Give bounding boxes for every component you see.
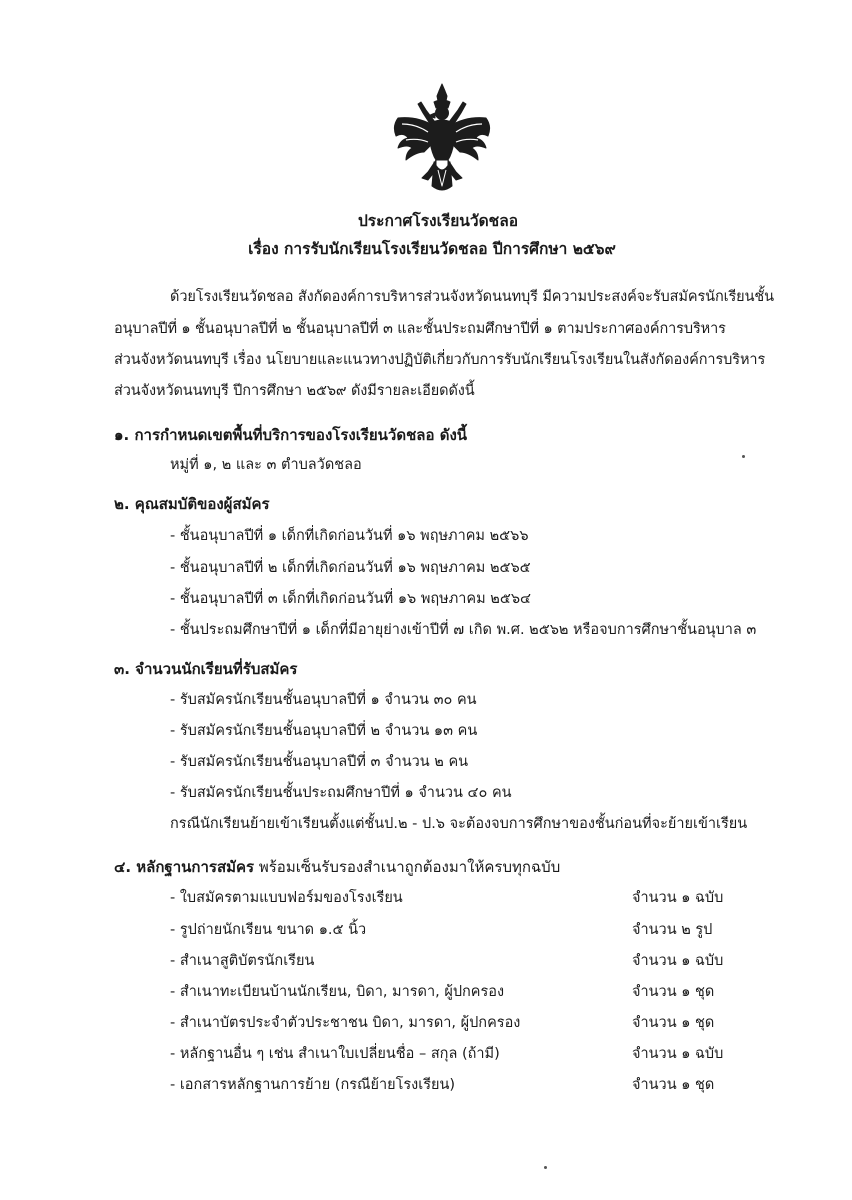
document-item-qty: จำนวน ๑ ฉบับ	[632, 953, 724, 969]
section-title	[114, 855, 560, 879]
list-item: - รับสมัครนักเรียนชั้นอนุบาลปีที่ ๒ จำนวน ๑๓ คน	[170, 723, 478, 739]
section-title: ๒. คุณสมบัติของผู้สมัคร	[114, 495, 270, 513]
announcement-title: ประกาศโรงเรียนวัดชลอ	[357, 212, 519, 230]
list-item: - รับสมัครนักเรียนชั้นอนุบาลปีที่ ๓ จำนวน ๒ คน	[170, 754, 469, 770]
document-item-qty: จำนวน ๑ ชุด	[632, 984, 715, 1000]
announcement-subject: เรื่อง การรับนักเรียนโรงเรียนวัดชลอ ปีการศึกษา ๒๕๖๙	[248, 240, 616, 258]
intro-line: อนุบาลปีที่ ๑ ชั้นอนุบาลปีที่ ๒ ชั้นอนุบาลปีที่ ๓ และชั้นประถมศึกษาปีที่ ๑ ตามประกาศองค์การบริหาร	[114, 321, 726, 337]
document-item-label: - ใบสมัครตามแบบฟอร์มของโรงเรียน	[170, 890, 403, 906]
intro-line: ด้วยโรงเรียนวัดชลอ สังกัดองค์การบริหารส่วนจังหวัดนนทบุรี มีความประสงค์จะรับสมัครนักเรียนชั้น	[170, 289, 774, 305]
section-title-rest: พร้อมเซ็นรับรองสำเนาถูกต้องมาให้ครบทุกฉบับ	[254, 858, 561, 876]
section-title: ๓. จำนวนนักเรียนที่รับสมัคร	[114, 660, 298, 678]
list-item: - ชั้นประถมศึกษาปีที่ ๑ เด็กที่มีอายุย่างเข้าปีที่ ๗ เกิด พ.ศ. ๒๕๖๒ หรือจบการศึกษาชั้นอนุบาล ๓	[170, 622, 757, 638]
scan-speck	[742, 455, 745, 458]
document-item-qty: จำนวน ๑ ฉบับ	[632, 1046, 724, 1062]
document-item-label: - หลักฐานอื่น ๆ เช่น สำเนาใบเปลี่ยนชื่อ – สกุล (ถ้ามี)	[170, 1046, 500, 1062]
document-item-label: - รูปถ่ายนักเรียน ขนาด ๑.๕ นิ้ว	[170, 922, 367, 938]
service-area-text: หมู่ที่ ๑, ๒ และ ๓ ตำบลวัดชลอ	[170, 457, 362, 473]
section-title: ๑. การกำหนดเขตพื้นที่บริการของโรงเรียนวัดชลอ ดังนี้	[114, 426, 468, 444]
intro-line: ส่วนจังหวัดนนทบุรี เรื่อง นโยบายและแนวทางปฏิบัติเกี่ยวกับการรับนักเรียนโรงเรียนในสังกัดองค์การบริหาร	[114, 352, 766, 368]
document-item-label: - สำเนาบัตรประจำตัวประชาชน บิดา, มารดา, ผู้ปกครอง	[170, 1015, 521, 1031]
scan-speck	[544, 1166, 547, 1169]
transfer-note: กรณีนักเรียนย้ายเข้าเรียนตั้งแต่ชั้นป.๒ - ป.๖ จะต้องจบการศึกษาของชั้นก่อนที่จะย้ายเข้าเรียน	[170, 816, 748, 832]
document-item-qty: จำนวน ๑ ชุด	[632, 1015, 715, 1031]
document-item-qty: จำนวน ๑ ชุด	[632, 1077, 715, 1093]
list-item: - ชั้นอนุบาลปีที่ ๑ เด็กที่เกิดก่อนวันที่ ๑๖ พฤษภาคม ๒๕๖๖	[170, 528, 529, 544]
document-item-label: - สำเนาสูติบัตรนักเรียน	[170, 953, 315, 969]
list-item: - รับสมัครนักเรียนชั้นอนุบาลปีที่ ๑ จำนวน ๓๐ คน	[170, 692, 477, 708]
intro-line: ส่วนจังหวัดนนทบุรี ปีการศึกษา ๒๕๖๙ ดังมีรายละเอียดดังนี้	[114, 383, 475, 399]
list-item: - ชั้นอนุบาลปีที่ ๓ เด็กที่เกิดก่อนวันที่ ๑๖ พฤษภาคม ๒๕๖๔	[170, 591, 532, 607]
document-item-qty: จำนวน ๒ รูป	[632, 922, 713, 938]
section-title-bold: ๔. หลักฐานการสมัคร	[114, 858, 255, 876]
list-item: - รับสมัครนักเรียนชั้นประถมศึกษาปีที่ ๑ จำนวน ๔๐ คน	[170, 785, 512, 801]
document-item-label: - เอกสารหลักฐานการย้าย (กรณีย้ายโรงเรียน)	[170, 1077, 456, 1093]
document-item-qty: จำนวน ๑ ฉบับ	[632, 890, 724, 906]
list-item: - ชั้นอนุบาลปีที่ ๒ เด็กที่เกิดก่อนวันที่ ๑๖ พฤษภาคม ๒๕๖๕	[170, 560, 531, 576]
garuda-emblem-icon	[388, 82, 496, 196]
document-item-label: - สำเนาทะเบียนบ้านนักเรียน, บิดา, มารดา, ผู้ปกครอง	[170, 984, 505, 1000]
